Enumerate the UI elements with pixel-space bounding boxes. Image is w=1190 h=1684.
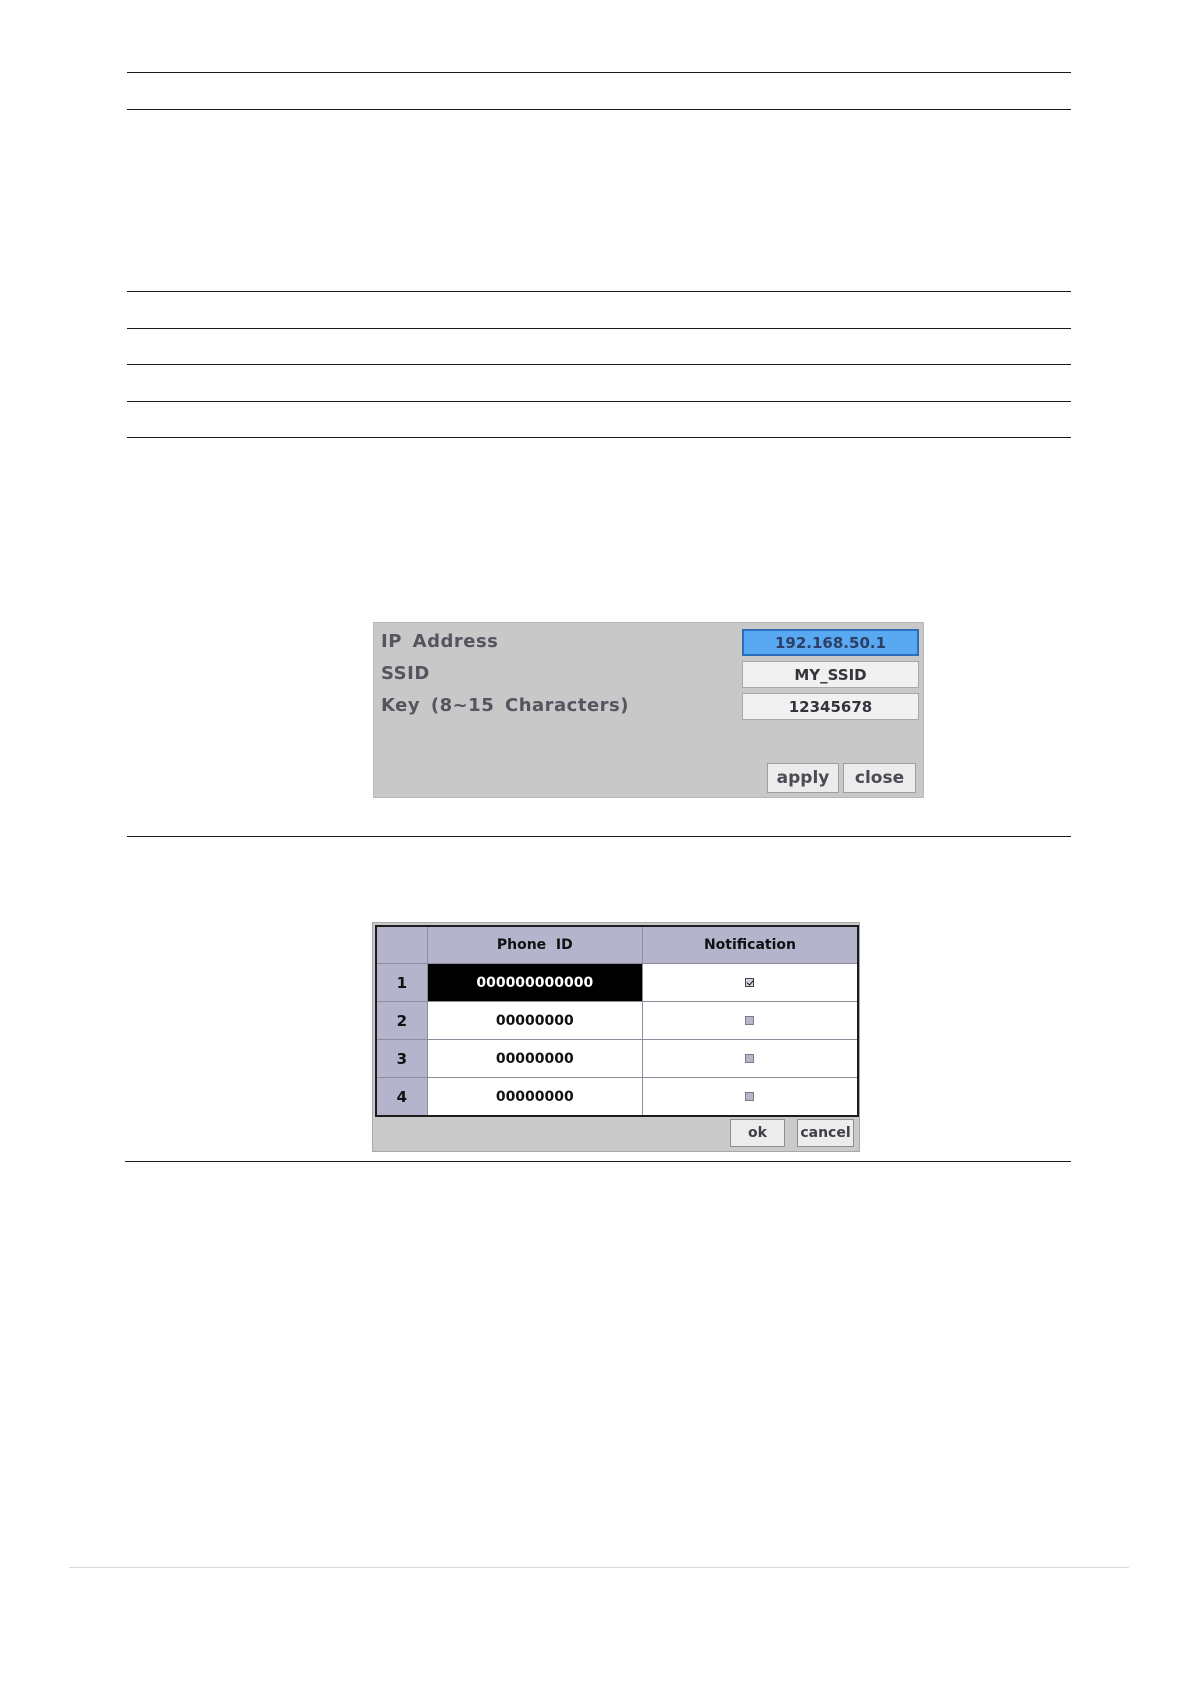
notification-cell xyxy=(642,1040,858,1078)
notification-cell xyxy=(642,964,858,1002)
apply-button[interactable]: apply xyxy=(767,763,839,793)
ssid-row xyxy=(374,661,923,689)
phone-id-cell[interactable]: 00000000 xyxy=(427,1040,642,1078)
ssid-field[interactable] xyxy=(742,661,919,688)
divider-rule xyxy=(127,72,1071,73)
table-row xyxy=(376,1078,858,1117)
divider-rule xyxy=(127,109,1071,110)
divider-rule xyxy=(127,291,1071,292)
row-index: 1 xyxy=(376,964,427,1002)
divider-rule xyxy=(127,364,1071,365)
ip-address-field[interactable] xyxy=(742,629,919,656)
divider-rule xyxy=(127,328,1071,329)
notification-checkbox[interactable] xyxy=(745,978,754,987)
phone-id-cell[interactable]: 000000000000 xyxy=(427,964,642,1002)
ssid-label: SSID xyxy=(381,663,430,684)
table-row xyxy=(376,1002,858,1040)
notification-checkbox[interactable] xyxy=(745,1016,754,1025)
key-label: Key (8~15 Characters) xyxy=(381,695,629,716)
notification-cell xyxy=(642,1002,858,1040)
key-row xyxy=(374,693,923,721)
table-row xyxy=(376,964,858,1002)
phone-id-header: Phone ID xyxy=(427,926,642,964)
phone-id-dialog xyxy=(372,922,860,1152)
divider-rule xyxy=(127,437,1071,438)
close-button[interactable]: close xyxy=(843,763,916,793)
table-header-row xyxy=(376,926,858,964)
notification-header: Notification xyxy=(642,926,858,964)
divider-rule xyxy=(127,401,1071,402)
phone-id-cell[interactable]: 00000000 xyxy=(427,1078,642,1117)
wifi-settings-dialog xyxy=(373,622,924,798)
cancel-button[interactable]: cancel xyxy=(797,1119,854,1147)
notification-checkbox[interactable] xyxy=(745,1054,754,1063)
ok-button[interactable]: ok xyxy=(730,1119,785,1147)
table-row xyxy=(376,1040,858,1078)
index-header xyxy=(376,926,427,964)
ip-address-row xyxy=(374,629,923,657)
ip-address-label: IP Address xyxy=(381,631,499,652)
divider-rule xyxy=(125,1161,1071,1162)
row-index: 3 xyxy=(376,1040,427,1078)
row-index: 4 xyxy=(376,1078,427,1117)
phone-id-cell[interactable]: 00000000 xyxy=(427,1002,642,1040)
footer-divider xyxy=(69,1567,1129,1568)
phone-id-table xyxy=(375,925,859,1117)
key-field[interactable] xyxy=(742,693,919,720)
notification-checkbox[interactable] xyxy=(745,1092,754,1101)
notification-cell xyxy=(642,1078,858,1117)
divider-rule xyxy=(127,836,1071,837)
row-index: 2 xyxy=(376,1002,427,1040)
